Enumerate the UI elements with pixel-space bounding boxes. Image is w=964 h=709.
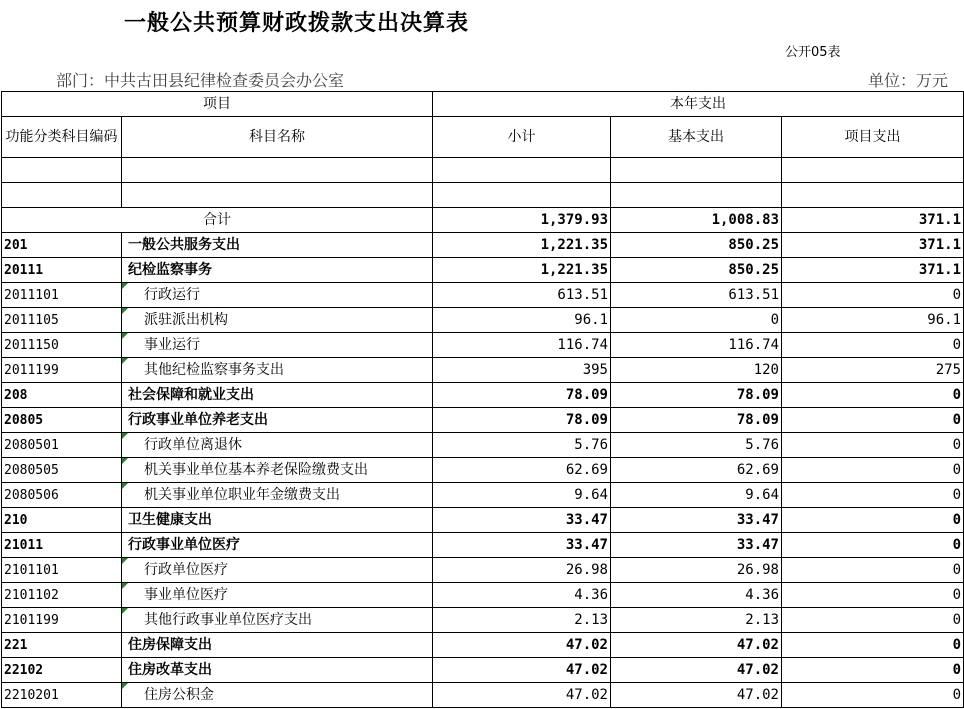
- row-project: 0: [782, 383, 964, 408]
- table-row: [2, 383, 964, 408]
- row-subject-name: [122, 558, 433, 583]
- row-subtotal: 47.02: [433, 658, 611, 683]
- row-basic: 47.02: [611, 633, 782, 658]
- header-project: 项目支出: [782, 117, 964, 158]
- row-code: 2011199: [2, 358, 122, 383]
- row-basic: 0: [611, 308, 782, 333]
- row-subject-name-text: 行政运行: [144, 287, 200, 303]
- table-row: [2, 533, 964, 558]
- row-subtotal: 26.98: [433, 558, 611, 583]
- row-subtotal: 78.09: [433, 383, 611, 408]
- row-code: 208: [2, 383, 122, 408]
- row-subtotal: 2.13: [433, 608, 611, 633]
- row-subject-name: 一般公共服务支出: [122, 233, 433, 258]
- row-subtotal: 116.74: [433, 333, 611, 358]
- row-subject-name: [122, 683, 433, 708]
- row-subtotal: 47.02: [433, 683, 611, 708]
- row-code: 221: [2, 633, 122, 658]
- table-row: [2, 608, 964, 633]
- row-project: 371.1: [782, 258, 964, 283]
- row-project: 275: [782, 358, 964, 383]
- row-code: 2080505: [2, 458, 122, 483]
- table-row: [2, 258, 964, 283]
- row-subject-name: [122, 358, 433, 383]
- cell-marker-icon: [122, 558, 128, 564]
- row-basic: 116.74: [611, 333, 782, 358]
- row-code: 2011150: [2, 333, 122, 358]
- table-row: [2, 333, 964, 358]
- table-row: [2, 408, 964, 433]
- header-code: 功能分类科目编码: [2, 117, 122, 158]
- row-project: 0: [782, 683, 964, 708]
- blank-row: [2, 158, 964, 183]
- row-subject-name: [122, 458, 433, 483]
- row-code: 22102: [2, 658, 122, 683]
- row-project: 0: [782, 333, 964, 358]
- row-project: 0: [782, 283, 964, 308]
- table-row: [2, 558, 964, 583]
- row-basic: 5.76: [611, 433, 782, 458]
- row-code: 20111: [2, 258, 122, 283]
- row-project: 0: [782, 533, 964, 558]
- row-subject-name-text: 事业单位医疗: [144, 587, 228, 603]
- row-project: 0: [782, 433, 964, 458]
- row-subtotal: 395: [433, 358, 611, 383]
- cell-marker-icon: [122, 608, 128, 614]
- row-subject-name: [122, 608, 433, 633]
- row-subject-name-text: 机关事业单位职业年金缴费支出: [144, 487, 340, 503]
- table-row: [2, 633, 964, 658]
- row-subject-name-text: 机关事业单位基本养老保险缴费支出: [144, 462, 368, 478]
- cell-marker-icon: [122, 283, 128, 289]
- row-subject-name: 社会保障和就业支出: [122, 383, 433, 408]
- row-code: 2011105: [2, 308, 122, 333]
- table-row: [2, 233, 964, 258]
- row-subject-name: [122, 308, 433, 333]
- header-subtotal: 小计: [433, 117, 611, 158]
- row-basic: 47.02: [611, 683, 782, 708]
- form-number: 公开05表: [785, 45, 841, 60]
- cell-marker-icon: [122, 358, 128, 364]
- expenditure-table: [1, 91, 964, 708]
- table-row: [2, 283, 964, 308]
- table-row: [2, 433, 964, 458]
- row-subject-name-text: 其他纪检监察事务支出: [144, 362, 284, 378]
- row-basic: 33.47: [611, 533, 782, 558]
- table-row: [2, 508, 964, 533]
- row-project: 0: [782, 558, 964, 583]
- row-project: 0: [782, 633, 964, 658]
- row-subtotal: 33.47: [433, 533, 611, 558]
- row-code: 2210201: [2, 683, 122, 708]
- header-current-year: 本年支出: [433, 92, 964, 117]
- header-row-1: [2, 92, 964, 117]
- cell-marker-icon: [122, 308, 128, 314]
- row-subject-name: [122, 333, 433, 358]
- row-basic: 33.47: [611, 508, 782, 533]
- cell-marker-icon: [122, 683, 128, 689]
- row-project: 96.1: [782, 308, 964, 333]
- row-project: 0: [782, 483, 964, 508]
- row-basic: 4.36: [611, 583, 782, 608]
- row-subject-name-text: 行政单位医疗: [144, 562, 228, 578]
- row-subject-name-text: 行政单位离退休: [144, 437, 242, 453]
- row-basic: 78.09: [611, 383, 782, 408]
- row-code: 210: [2, 508, 122, 533]
- row-code: 2101102: [2, 583, 122, 608]
- row-basic: 613.51: [611, 283, 782, 308]
- row-project: 0: [782, 458, 964, 483]
- table-row: [2, 583, 964, 608]
- row-subtotal: 1,221.35: [433, 233, 611, 258]
- row-subtotal: 9.64: [433, 483, 611, 508]
- row-project: 0: [782, 508, 964, 533]
- row-subtotal: 47.02: [433, 633, 611, 658]
- row-code: 21011: [2, 533, 122, 558]
- row-code: 2080506: [2, 483, 122, 508]
- row-subtotal: 613.51: [433, 283, 611, 308]
- cell-marker-icon: [122, 333, 128, 339]
- row-subject-name: [122, 433, 433, 458]
- row-project: 371.1: [782, 233, 964, 258]
- unit-label: 单位：万元: [868, 71, 949, 90]
- row-subject-name-text: 其他行政事业单位医疗支出: [144, 612, 312, 628]
- table-row: [2, 658, 964, 683]
- table-row: [2, 683, 964, 708]
- row-code: 2080501: [2, 433, 122, 458]
- row-basic: 850.25: [611, 258, 782, 283]
- row-code: 2101199: [2, 608, 122, 633]
- row-subject-name: 纪检监察事务: [122, 258, 433, 283]
- table-row: [2, 483, 964, 508]
- row-subject-name: 行政事业单位养老支出: [122, 408, 433, 433]
- row-basic: 78.09: [611, 408, 782, 433]
- row-basic: 850.25: [611, 233, 782, 258]
- header-item: 项目: [2, 92, 433, 117]
- row-subject-name-text: 事业运行: [144, 337, 200, 353]
- row-subject-name-text: 派驻派出机构: [144, 312, 228, 328]
- cell-marker-icon: [122, 583, 128, 589]
- row-subtotal: 78.09: [433, 408, 611, 433]
- row-project: 0: [782, 608, 964, 633]
- row-subtotal: 62.69: [433, 458, 611, 483]
- row-code: 20805: [2, 408, 122, 433]
- row-basic: 62.69: [611, 458, 782, 483]
- cell-marker-icon: [122, 433, 128, 439]
- total-row: [2, 208, 964, 233]
- row-code: 2011101: [2, 283, 122, 308]
- row-project: 0: [782, 583, 964, 608]
- row-subject-name: [122, 583, 433, 608]
- total-subtotal: 1,379.93: [433, 208, 611, 233]
- header-subject-name: 科目名称: [122, 117, 433, 158]
- row-subtotal: 33.47: [433, 508, 611, 533]
- row-subject-name: 住房改革支出: [122, 658, 433, 683]
- row-subject-name: 住房保障支出: [122, 633, 433, 658]
- row-subject-name: 行政事业单位医疗: [122, 533, 433, 558]
- row-basic: 26.98: [611, 558, 782, 583]
- table-row: [2, 458, 964, 483]
- row-project: 0: [782, 658, 964, 683]
- row-code: 2101101: [2, 558, 122, 583]
- row-subject-name: [122, 483, 433, 508]
- row-basic: 47.02: [611, 658, 782, 683]
- row-code: 201: [2, 233, 122, 258]
- row-subject-name: 卫生健康支出: [122, 508, 433, 533]
- row-basic: 9.64: [611, 483, 782, 508]
- row-project: 0: [782, 408, 964, 433]
- table-row: [2, 308, 964, 333]
- row-subject-name: [122, 283, 433, 308]
- cell-marker-icon: [122, 483, 128, 489]
- header-row-2: [2, 117, 964, 158]
- row-subtotal: 1,221.35: [433, 258, 611, 283]
- header-basic: 基本支出: [611, 117, 782, 158]
- total-basic: 1,008.83: [611, 208, 782, 233]
- page-title: 一般公共预算财政拨款支出决算表: [124, 11, 470, 36]
- row-subtotal: 5.76: [433, 433, 611, 458]
- total-label: 合计: [2, 208, 433, 233]
- total-project: 371.1: [782, 208, 964, 233]
- row-subject-name-text: 住房公积金: [144, 687, 214, 703]
- table-row: [2, 358, 964, 383]
- row-basic: 120: [611, 358, 782, 383]
- blank-row: [2, 183, 964, 208]
- row-basic: 2.13: [611, 608, 782, 633]
- row-subtotal: 4.36: [433, 583, 611, 608]
- cell-marker-icon: [122, 458, 128, 464]
- department-label: 部门：中共古田县纪律检查委员会办公室: [56, 71, 345, 90]
- row-subtotal: 96.1: [433, 308, 611, 333]
